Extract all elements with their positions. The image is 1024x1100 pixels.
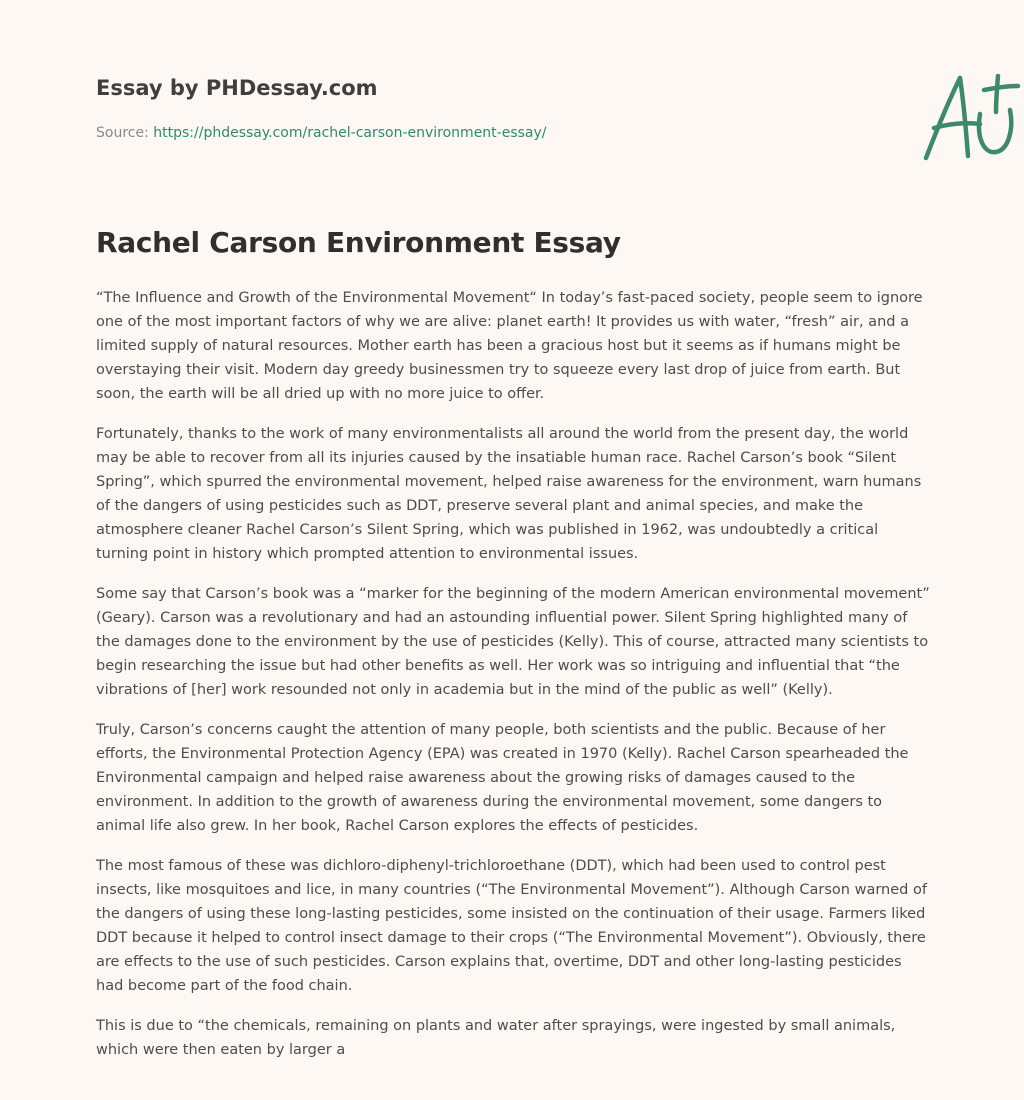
essay-paragraph: Truly, Carson’s concerns caught the attention of many people, both scientists and the public. Because of her efforts, the Environmental Protection Agency (EPA) was created in 1970 (Kelly). Rachel Carson spearheaded the Environmental campaign and helped raise awareness about the growing risks of damages caused to the environment. In addition to the growth of awareness during the environmental movement, some dangers to animal life also grew. In her book, Rachel Carson explores the effects of pesticides. [96, 722, 909, 834]
essay-paragraph: Fortunately, thanks to the work of many environmentalists all around the world from the present day, the world may be able to recover from all its injuries caused by the insatiable human race. Rachel Carson’s book “Silent Spring”, which spurred the environmental movement, helped raise awareness for the environment, warn humans of the dangers of using pesticides such as DDT, preserve several plant and animal species, and make the atmosphere cleaner Rachel Carson’s Silent Spring, which was published in 1962, was undoubtedly a critical turning point in history which prompted attention to environmental issues. [96, 426, 922, 562]
essay-paragraph: This is due to “the chemicals, remaining on plants and water after sprayings, were ingested by small animals, which were then eaten by larger a [96, 1018, 896, 1058]
essay-paragraph: The most famous of these was dichloro-diphenyl-trichloroethane (DDT), which had been used to control pest insects, like mosquitoes and lice, in many countries (“The Environmental Movement”). Although Carson warned of the dangers of using these long-lasting pesticides, some insisted on the continuation of their usage. Farmers liked DDT because it helped to control insect damage to their crops (“The Environmental Movement”). Obviously, there are effects to the use of such pesticides. Carson explains that, overtime, DDT and other long-lasting pesticides had become part of the food chain. [96, 858, 927, 994]
essay-body [96, 286, 930, 1078]
source-link[interactable]: https://phdessay.com/rachel-carson-environment-essay/ [153, 125, 547, 141]
essay-paragraph: “The Influence and Growth of the Environmental Movement“ In today’s fast-paced society, people seem to ignore one of the most important factors of why we are alive: planet earth! It provides us with water, “fresh” air, and a limited supply of natural resources. Mother earth has been a gracious host but it seems as if humans might be overstaying their visit. Modern day greedy businessmen try to squeeze every last drop of juice from earth. But soon, the earth will be all dried up with no more juice to offer. [96, 290, 923, 402]
a-plus-grade-icon [914, 64, 1024, 168]
essay-paragraph: Some say that Carson’s book was a “marker for the beginning of the modern American environmental movement” (Geary). Carson was a revolutionary and had an astounding influential power. Silent Spring highlighted many of the damages done to the environment by the use of pesticides (Kelly). This of course, attracted many scientists to begin researching the issue but had other benefits as well. Her work was so intriguing and influential that “the vibrations of [her] work resounded not only in academia but in the mind of the public as well” (Kelly). [96, 586, 930, 698]
site-brand: Essay by PHDessay.com [96, 76, 378, 100]
essay-title: Rachel Carson Environment Essay [96, 226, 621, 259]
source-line [96, 125, 547, 141]
source-label: Source: [96, 125, 149, 141]
